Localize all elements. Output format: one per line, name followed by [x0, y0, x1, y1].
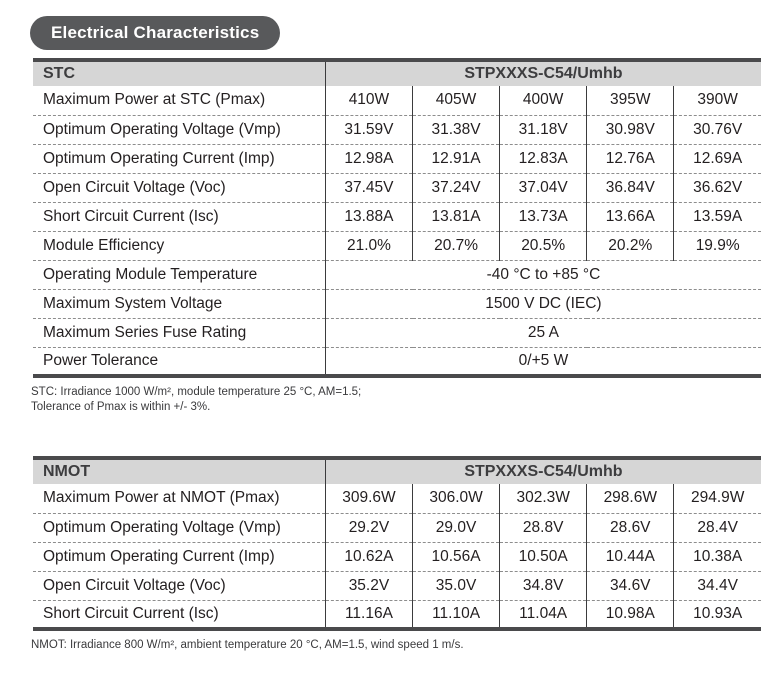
value-cell: 10.50A	[500, 542, 587, 571]
row-label: Short Circuit Current (Isc)	[33, 202, 325, 231]
value-cell: 31.18V	[500, 115, 587, 144]
value-cell: 400W	[500, 86, 587, 115]
nmot-footnote: NMOT: Irradiance 800 W/m², ambient temperature 20 °C, AM=1.5, wind speed 1 m/s.	[31, 639, 464, 651]
value-cell: 20.2%	[587, 231, 674, 260]
table-row	[33, 571, 761, 600]
value-cell: 25 A	[325, 318, 761, 347]
row-label: Module Efficiency	[33, 231, 325, 260]
nmot-model-name: STPXXXS-C54/Umhb	[325, 458, 761, 484]
row-label: Open Circuit Voltage (Voc)	[33, 173, 325, 202]
table-row	[33, 318, 761, 347]
value-cell: 37.24V	[413, 173, 500, 202]
value-cell: 298.6W	[587, 484, 674, 513]
value-cell: 10.98A	[587, 600, 674, 629]
value-cell: 306.0W	[413, 484, 500, 513]
stc-footnote	[31, 385, 773, 415]
nmot-header-row	[33, 458, 761, 484]
row-label: Power Tolerance	[33, 347, 325, 376]
row-label: Optimum Operating Voltage (Vmp)	[33, 115, 325, 144]
value-cell: 30.76V	[674, 115, 761, 144]
value-cell: 12.83A	[500, 144, 587, 173]
value-cell: 13.66A	[587, 202, 674, 231]
value-cell: 12.98A	[325, 144, 412, 173]
stc-header-row	[33, 60, 761, 86]
stc-section-label: STC	[33, 60, 325, 86]
row-label: Maximum System Voltage	[33, 289, 325, 318]
table-row	[33, 202, 761, 231]
table-row	[33, 86, 761, 115]
value-cell: 13.81A	[413, 202, 500, 231]
value-cell: 11.04A	[500, 600, 587, 629]
stc-footnote-line1: STC: Irradiance 1000 W/m², module temperature 25 °C, AM=1.5;	[31, 386, 362, 398]
value-cell: -40 °C to +85 °C	[325, 260, 761, 289]
value-cell: 19.9%	[674, 231, 761, 260]
value-cell: 21.0%	[325, 231, 412, 260]
table-row	[33, 484, 761, 513]
value-cell: 309.6W	[325, 484, 412, 513]
row-label: Short Circuit Current (Isc)	[33, 600, 325, 629]
table-row	[33, 260, 761, 289]
stc-table	[33, 58, 761, 378]
value-cell: 10.62A	[325, 542, 412, 571]
value-cell: 294.9W	[690, 489, 745, 507]
value-cell: 36.62V	[674, 173, 761, 202]
value-cell: 28.6V	[587, 513, 674, 542]
value-cell: 31.59V	[325, 115, 412, 144]
row-label: Optimum Operating Current (Imp)	[33, 542, 325, 571]
row-label: Maximum Power at STC (Pmax)	[33, 86, 325, 115]
table-row	[33, 115, 761, 144]
value-cell: 12.76A	[587, 144, 674, 173]
value-cell: 28.4V	[674, 513, 761, 542]
value-cell: 10.38A	[674, 542, 761, 571]
value-cell: 11.10A	[413, 600, 500, 629]
value-cell: 35.0V	[413, 571, 500, 600]
row-label: Optimum Operating Voltage (Vmp)	[33, 513, 325, 542]
stc-model-name: STPXXXS-C54/Umhb	[325, 60, 761, 86]
value-cell: 13.59A	[674, 202, 761, 231]
value-cell: 34.4V	[674, 571, 761, 600]
value-cell: 13.73A	[500, 202, 587, 231]
table-row	[33, 231, 761, 260]
value-cell: 37.45V	[325, 173, 412, 202]
table-row	[33, 513, 761, 542]
value-cell: 405W	[413, 86, 500, 115]
row-label: Maximum Series Fuse Rating	[33, 318, 325, 347]
value-cell: 34.6V	[587, 571, 674, 600]
value-cell: 12.91A	[413, 144, 500, 173]
table-row	[33, 289, 761, 318]
value-cell: 20.5%	[500, 231, 587, 260]
value-cell: 20.7%	[413, 231, 500, 260]
stc-footnote-line2: Tolerance of Pmax is within +/- 3%.	[31, 401, 211, 413]
value-cell: 0/+5 W	[325, 347, 761, 376]
nmot-section-label: NMOT	[33, 458, 325, 484]
nmot-table	[33, 456, 761, 631]
value-cell: 10.93A	[674, 600, 761, 629]
table-row	[33, 347, 761, 376]
value-cell: 29.0V	[413, 513, 500, 542]
value-cell: 31.38V	[413, 115, 500, 144]
table-row	[33, 144, 761, 173]
value-cell: 34.8V	[500, 571, 587, 600]
value-cell: 12.69A	[674, 144, 761, 173]
value-cell: 390W	[697, 91, 738, 109]
table-row	[33, 173, 761, 202]
value-cell: 36.84V	[587, 173, 674, 202]
value-cell: 10.44A	[587, 542, 674, 571]
value-cell: 10.56A	[413, 542, 500, 571]
value-cell: 395W	[587, 86, 674, 115]
section-title-pill: Electrical Characteristics	[30, 16, 280, 50]
value-cell: 37.04V	[500, 173, 587, 202]
row-label: Optimum Operating Current (Imp)	[33, 144, 325, 173]
value-cell: 1500 V DC (IEC)	[325, 289, 761, 318]
row-label: Open Circuit Voltage (Voc)	[33, 571, 325, 600]
value-cell: 28.8V	[500, 513, 587, 542]
value-cell: 410W	[325, 86, 412, 115]
table-row	[33, 542, 761, 571]
value-cell: 13.88A	[325, 202, 412, 231]
row-label: Maximum Power at NMOT (Pmax)	[33, 484, 325, 513]
value-cell: 29.2V	[325, 513, 412, 542]
value-cell: 30.98V	[587, 115, 674, 144]
value-cell: 302.3W	[500, 484, 587, 513]
table-row	[33, 600, 761, 629]
row-label: Operating Module Temperature	[33, 260, 325, 289]
value-cell: 35.2V	[325, 571, 412, 600]
value-cell: 11.16A	[325, 600, 412, 629]
